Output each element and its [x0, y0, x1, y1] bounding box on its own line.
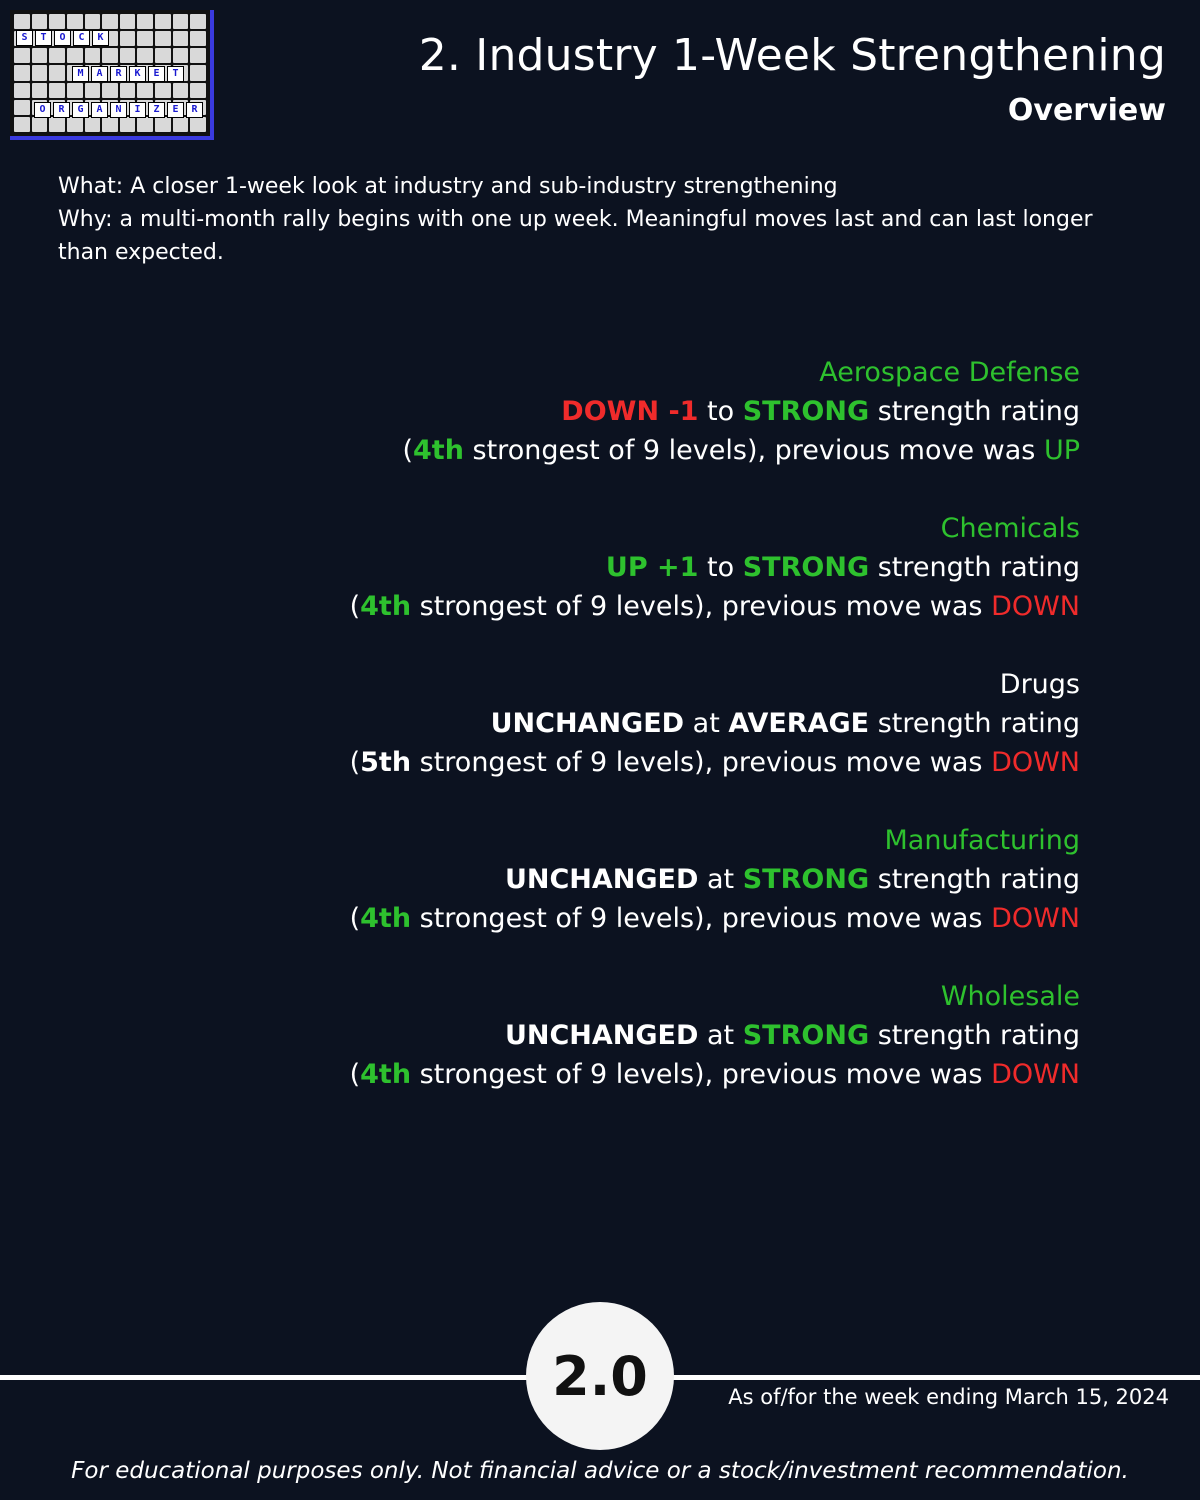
rank-label: 4th [360, 591, 412, 622]
logo-cell [173, 31, 189, 46]
move-label: DOWN -1 [561, 396, 699, 427]
previous-move: DOWN [991, 747, 1080, 778]
logo-cell [49, 48, 65, 63]
industry-rank-line: (4th strongest of 9 levels), previous move was DOWN [349, 903, 1080, 934]
logo-cell [173, 117, 189, 132]
rank-label: 4th [360, 903, 412, 934]
logo-cell [190, 48, 206, 63]
footer-divider-right [640, 1375, 1200, 1380]
rating-suffix: strength rating [877, 1020, 1080, 1051]
logo-cell [32, 65, 48, 80]
previous-move: DOWN [991, 591, 1080, 622]
logo-cell [190, 31, 206, 46]
industry-rating-line [80, 392, 1080, 431]
rating-label: STRONG [742, 864, 870, 895]
logo-letter: R [186, 102, 203, 118]
logo-cell [14, 65, 30, 80]
logo-letter: K [129, 66, 146, 82]
rank-label: 5th [360, 747, 412, 778]
industry-item [80, 977, 1080, 1094]
logo-cell [49, 117, 65, 132]
intro-what: What: A closer 1-week look at industry and sub-industry strengthening [58, 174, 838, 199]
intro-why: Why: a multi-month rally begins with one up week. Meaningful moves last and can last longer than expected. [58, 207, 1093, 265]
rating-label: STRONG [742, 1020, 870, 1051]
logo-letter: C [73, 30, 90, 46]
logo-cell [14, 100, 30, 115]
industry-item [80, 665, 1080, 782]
previous-move: UP [1043, 435, 1080, 466]
industry-name: Wholesale [940, 981, 1080, 1012]
logo-cell [137, 48, 153, 63]
move-connector: to [707, 396, 735, 427]
logo-cell [67, 83, 83, 98]
logo-cell [173, 48, 189, 63]
previous-move: DOWN [991, 1059, 1080, 1090]
previous-move: DOWN [991, 903, 1080, 934]
rank-suffix: strongest of 9 levels), previous move was [472, 435, 1036, 466]
disclaimer: For educational purposes only. Not financial advice or a stock/investment recommendation. [71, 1458, 1129, 1484]
industry-rank-line: (5th strongest of 9 levels), previous move was DOWN [349, 747, 1080, 778]
logo-cell [14, 117, 30, 132]
industry-rating-line [80, 704, 1080, 743]
logo-letter: O [34, 102, 51, 118]
logo-cell [67, 48, 83, 63]
move-label: UP +1 [605, 552, 699, 583]
logo-cell [155, 14, 171, 29]
logo-cell [120, 48, 136, 63]
logo-cell [155, 83, 171, 98]
industry-name: Chemicals [940, 513, 1080, 544]
rank-label: 4th [413, 435, 464, 466]
industry-item [80, 509, 1080, 626]
logo-letter: K [92, 30, 109, 46]
logo-letter: S [16, 30, 33, 46]
logo-letter: G [72, 102, 89, 118]
logo-letter: T [35, 30, 52, 46]
rating-suffix: strength rating [877, 552, 1080, 583]
logo-cell [85, 83, 101, 98]
logo-letter: N [110, 102, 127, 118]
logo-cell [85, 117, 101, 132]
logo-word-organizer [34, 102, 203, 118]
industry-name: Aerospace Defense [819, 357, 1080, 388]
logo-cell [32, 83, 48, 98]
logo-cell [120, 31, 136, 46]
move-label: UNCHANGED [504, 1020, 699, 1051]
logo-letter: R [53, 102, 70, 118]
logo-letter: O [54, 30, 71, 46]
logo-cell [67, 14, 83, 29]
logo-letter: E [148, 66, 165, 82]
section-number-badge: 2.0 [526, 1302, 674, 1450]
page-subtitle: Overview [1007, 93, 1166, 128]
logo-cell [155, 31, 171, 46]
logo-cell [190, 65, 206, 80]
logo-cell [120, 117, 136, 132]
logo-cell [137, 117, 153, 132]
industry-rank-line: (4th strongest of 9 levels), previous move was DOWN [349, 591, 1080, 622]
logo-cell [120, 83, 136, 98]
rating-suffix: strength rating [877, 708, 1080, 739]
logo-cell [14, 48, 30, 63]
industry-rank-line: (4th strongest of 9 levels), previous move was DOWN [349, 1059, 1080, 1090]
rank-label: 4th [360, 1059, 412, 1090]
logo-cell [137, 31, 153, 46]
logo-letter: M [72, 66, 89, 82]
logo-letter: A [91, 66, 108, 82]
industry-item [80, 353, 1080, 470]
industry-rating-line [80, 548, 1080, 587]
footer-divider-left [0, 1375, 560, 1380]
logo [10, 10, 214, 140]
rank-suffix: strongest of 9 levels), previous move was [419, 747, 983, 778]
industry-list [80, 353, 1080, 1133]
logo-cell [49, 14, 65, 29]
rating-label: AVERAGE [728, 708, 870, 739]
logo-cell [190, 83, 206, 98]
logo-letter: A [91, 102, 108, 118]
logo-cell [67, 117, 83, 132]
logo-cell [49, 65, 65, 80]
move-connector: to [707, 552, 735, 583]
logo-cell [14, 83, 30, 98]
logo-cell [173, 83, 189, 98]
move-connector: at [692, 708, 720, 739]
intro [58, 170, 1138, 269]
rating-label: STRONG [742, 396, 870, 427]
logo-letter: Z [148, 102, 165, 118]
logo-cell [102, 48, 118, 63]
logo-cell [14, 14, 30, 29]
logo-cell [32, 117, 48, 132]
logo-cell [32, 14, 48, 29]
logo-letter: E [167, 102, 184, 118]
industry-rating-line [80, 860, 1080, 899]
logo-word-market [72, 66, 184, 82]
logo-cell [102, 83, 118, 98]
move-label: UNCHANGED [504, 864, 699, 895]
move-connector: at [707, 864, 735, 895]
rating-label: STRONG [742, 552, 870, 583]
logo-cell [85, 14, 101, 29]
rank-suffix: strongest of 9 levels), previous move was [419, 591, 983, 622]
page-title: 2. Industry 1-Week Strengthening [418, 30, 1166, 81]
industry-rank-line: (4th strongest of 9 levels), previous move was UP [402, 435, 1080, 466]
move-connector: at [707, 1020, 735, 1051]
logo-cell [190, 117, 206, 132]
logo-cell [120, 14, 136, 29]
move-label: UNCHANGED [490, 708, 685, 739]
logo-cell [49, 83, 65, 98]
logo-cell [173, 14, 189, 29]
logo-letter: I [129, 102, 146, 118]
industry-rating-line [80, 1016, 1080, 1055]
as-of-date: As of/for the week ending March 15, 2024 [728, 1385, 1169, 1409]
logo-cell [155, 48, 171, 63]
rating-suffix: strength rating [877, 396, 1080, 427]
logo-cell [137, 14, 153, 29]
logo-letter: R [110, 66, 127, 82]
logo-cell [85, 48, 101, 63]
logo-word-stock [16, 30, 109, 46]
logo-cell [102, 14, 118, 29]
industry-name: Drugs [999, 669, 1080, 700]
rank-suffix: strongest of 9 levels), previous move was [419, 1059, 983, 1090]
logo-cell [137, 83, 153, 98]
rank-suffix: strongest of 9 levels), previous move was [419, 903, 983, 934]
industry-name: Manufacturing [884, 825, 1080, 856]
rating-suffix: strength rating [877, 864, 1080, 895]
logo-letter: T [167, 66, 184, 82]
industry-item [80, 821, 1080, 938]
logo-cell [102, 117, 118, 132]
logo-cell [155, 117, 171, 132]
logo-cell [190, 14, 206, 29]
logo-cell [32, 48, 48, 63]
